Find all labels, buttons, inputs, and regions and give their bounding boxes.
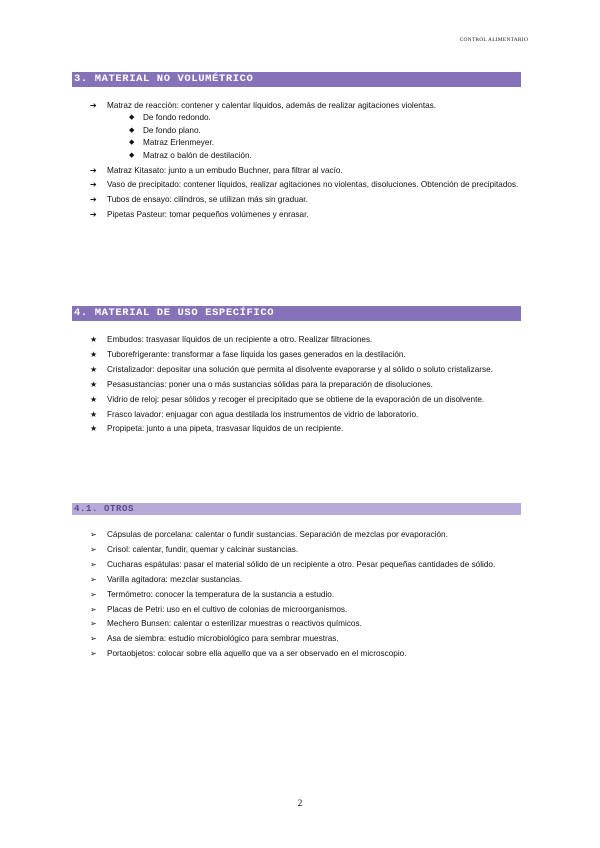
section-3-heading: 3. MATERIAL NO VOLUMÉTRICO [72, 72, 521, 87]
section-4-list [90, 334, 522, 438]
arrowhead-bullet-icon: ➢ [90, 604, 97, 614]
list-item [90, 409, 522, 421]
list-item [90, 364, 522, 376]
arrow-bullet-icon: ➔ [90, 210, 97, 220]
item-text: Crisol: calentar, fundir, quemar y calcinar sustancias. [107, 544, 299, 554]
arrowhead-bullet-icon: ➢ [90, 649, 97, 659]
list-item [90, 604, 522, 616]
item-text: Cristalizador: depositar una solución que permita al disolvente evaporarse y al sólido o soluto cristalizarse. [107, 364, 493, 374]
arrowhead-bullet-icon: ➢ [90, 544, 97, 554]
item-text: Placas de Petri: uso en el cultivo de colonias de microorganismos. [107, 604, 348, 614]
list-item [90, 544, 522, 556]
list-item [90, 349, 522, 361]
item-text: Vidrio de reloj: pesar sólidos y recoger el precipitado que se obtiene de la evaporación de un disolvente. [107, 394, 485, 404]
item-text: Varilla agitadora: mezclar sustancias. [107, 574, 243, 584]
arrow-bullet-icon: ➔ [90, 180, 97, 190]
diamond-bullet-icon: ◆ [129, 114, 135, 122]
section-3-list [90, 100, 522, 224]
arrowhead-bullet-icon: ➢ [90, 559, 97, 569]
item-text: Embudos: trasvasar líquidos de un recipiente a otro. Realizar filtraciones. [107, 335, 373, 344]
section-4-1-heading: 4.1. OTROS [72, 503, 521, 515]
diamond-bullet-icon: ◆ [129, 151, 135, 159]
running-header: CONTROL ALIMENTARIO [459, 37, 528, 43]
sub-list-item [129, 150, 522, 162]
item-text: Matraz Kitasato: junto a un embudo Buchner, para filtrar al vacío. [107, 165, 343, 175]
arrowhead-bullet-icon: ➢ [90, 634, 97, 644]
list-item [90, 179, 522, 191]
sub-item-text: Matraz o balón de destilación. [143, 150, 252, 160]
list-item [90, 574, 522, 586]
star-bullet-icon: ★ [90, 349, 98, 359]
arrowhead-bullet-icon: ➢ [90, 530, 97, 539]
star-bullet-icon: ★ [90, 335, 98, 344]
list-item [90, 559, 522, 571]
item-text: Termómetro: conocer la temperatura de la sustancia a estudio. [107, 589, 335, 599]
list-item [90, 423, 522, 435]
item-text: Matraz de reacción: contener y calentar líquidos, además de realizar agitaciones violentas. [107, 101, 437, 110]
list-item [90, 100, 522, 162]
list-item [90, 165, 522, 177]
arrowhead-bullet-icon: ➢ [90, 589, 97, 599]
diamond-bullet-icon: ◆ [129, 126, 135, 134]
arrowhead-bullet-icon: ➢ [90, 574, 97, 584]
star-bullet-icon: ★ [90, 409, 98, 419]
diamond-bullet-icon: ◆ [129, 139, 135, 147]
sub-item-text: Matraz Erlenmeyer. [143, 138, 214, 148]
section-4-1-list [90, 529, 522, 663]
star-bullet-icon: ★ [90, 394, 98, 404]
star-bullet-icon: ★ [90, 364, 98, 374]
sub-item-text: De fondo plano. [143, 125, 201, 135]
item-text: Pesasustancias: poner una o más sustancias sólidas para la preparación de disoluciones. [107, 379, 433, 389]
sub-list-item [129, 112, 522, 124]
list-item [90, 209, 522, 221]
list-item [90, 394, 522, 406]
list-item [90, 589, 522, 601]
list-item [90, 334, 522, 346]
sub-list-item [129, 137, 522, 149]
item-text: Propipeta: junto a una pipeta, trasvasar líquidos de un recipiente. [107, 424, 344, 434]
sub-item-text: De fondo redondo. [143, 113, 211, 123]
page-number: 2 [297, 799, 303, 809]
item-text: Tubos de ensayo: cilindros, se utilizan más sin graduar. [107, 195, 308, 205]
list-item [90, 379, 522, 391]
item-text: Cucharas espátulas: pasar el material sólido de un recipiente a otro. Pesar pequeñas cantidades de sólido. [107, 559, 496, 569]
arrow-bullet-icon: ➔ [90, 195, 97, 205]
item-text: Tuborefrigerante: transformar a fase líquida los gases generados en la destilación. [107, 349, 406, 359]
item-text: Frasco lavador: enjuagar con agua destilada los instrumentos de vidrio de laboratorio. [107, 409, 419, 419]
arrow-bullet-icon: ➔ [90, 101, 97, 110]
section-4-heading: 4. MATERIAL DE USO ESPECÍFICO [72, 306, 521, 321]
star-bullet-icon: ★ [90, 424, 98, 434]
list-item [90, 529, 522, 541]
list-item [90, 648, 522, 660]
arrowhead-bullet-icon: ➢ [90, 619, 97, 629]
item-text: Mechero Bunsen: calentar o esterilizar muestras o reactivos químicos. [107, 619, 362, 629]
star-bullet-icon: ★ [90, 379, 98, 389]
item-text: Cápsulas de porcelana: calentar o fundir sustancias. Separación de mezclas por evaporación. [107, 530, 448, 539]
list-item [90, 633, 522, 645]
item-text: Asa de siembra: estudio microbiológico para sembrar muestras. [107, 634, 339, 644]
item-text: Portaobjetos: colocar sobre ella aquello que va a ser observado en el microscopio. [107, 649, 407, 659]
list-item [90, 194, 522, 206]
list-item [90, 618, 522, 630]
arrow-bullet-icon: ➔ [90, 165, 97, 175]
sub-list-item [129, 125, 522, 137]
item-text: Pipetas Pasteur: tomar pequeños volúmenes y enrasar. [107, 210, 309, 220]
sub-list [107, 112, 522, 162]
item-text: Vaso de precipitado: contener líquidos, realizar agitaciones no violentas, disoluciones. Obtención de precipitados. [107, 180, 519, 190]
